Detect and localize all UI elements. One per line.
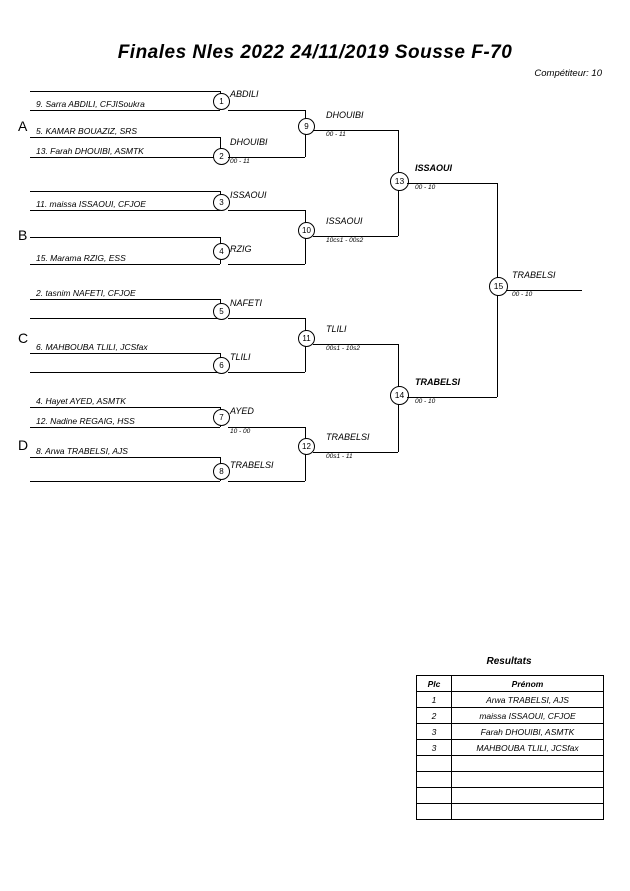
entry-label-4: 11. maissa ISSAOUI, CFJOE <box>36 199 146 209</box>
score-label-9: 00 - 11 <box>326 131 346 138</box>
line-winner-4 <box>228 264 305 265</box>
match-circle-5[interactable]: 5 <box>213 303 230 320</box>
result-plc-8 <box>417 804 452 820</box>
line-entry-4-top <box>30 237 220 238</box>
line-entry-3-bottom <box>30 210 220 211</box>
result-plc-6 <box>417 772 452 788</box>
score-label-11: 00s1 - 10s2 <box>326 345 360 352</box>
entry-label-10: 8. Arwa TRABELSI, AJS <box>36 446 128 456</box>
table-row <box>417 804 604 820</box>
winner-label-13: ISSAOUI <box>415 163 453 173</box>
result-plc-2: 2 <box>417 708 452 724</box>
result-name-8 <box>452 804 604 820</box>
entry-label-1: 9. Sarra ABDILI, CFJISoukra <box>36 99 145 109</box>
result-plc-1: 1 <box>417 692 452 708</box>
match-circle-3[interactable]: 3 <box>213 194 230 211</box>
result-plc-5 <box>417 756 452 772</box>
entry-label-3: 13. Farah DHOUIBI, ASMTK <box>36 146 144 156</box>
score-label-10: 10cs1 - 00s2 <box>326 237 364 244</box>
line-winner-3 <box>228 210 305 211</box>
winner-label-8: TRABELSI <box>230 460 274 470</box>
match-circle-14[interactable]: 14 <box>390 386 409 405</box>
entry-label-9: 12. Nadine REGAIG, HSS <box>36 416 135 426</box>
winner-label-3: ISSAOUI <box>230 190 267 200</box>
entry-label-7: 6. MAHBOUBA TLILI, JCSfax <box>36 342 148 352</box>
match-circle-2[interactable]: 2 <box>213 148 230 165</box>
winner-label-2: DHOUIBI <box>230 137 268 147</box>
winner-label-12: TRABELSI <box>326 432 370 442</box>
result-plc-7 <box>417 788 452 804</box>
line-entry-4-bottom <box>30 264 220 265</box>
entry-label-8: 4. Hayet AYED, ASMTK <box>36 396 126 406</box>
winner-label-15: TRABELSI <box>512 270 556 280</box>
table-row <box>417 740 604 756</box>
line-winner-6 <box>228 372 305 373</box>
match-circle-10[interactable]: 10 <box>298 222 315 239</box>
result-name-4: MAHBOUBA TLILI, JCSfax <box>452 740 604 756</box>
match-circle-4[interactable]: 4 <box>213 243 230 260</box>
page-title: Finales Nles 2022 24/11/2019 Sousse F-70 <box>117 42 513 63</box>
line-entry-8-top <box>30 457 220 458</box>
line-entry-3-top <box>30 191 220 192</box>
group-letter-b: B <box>18 227 28 243</box>
group-letter-a: A <box>18 118 28 134</box>
table-row <box>417 772 604 788</box>
score-label-2: 00 - 11 <box>230 158 250 165</box>
winner-label-7: AYED <box>230 406 254 416</box>
line-winner-8 <box>228 481 305 482</box>
winner-label-5: NAFETI <box>230 298 263 308</box>
line-entry-8-bottom <box>30 481 220 482</box>
score-label-7: 10 - 00 <box>230 428 251 435</box>
line-entry-1-bottom <box>30 110 220 111</box>
score-label-13: 00 - 10 <box>415 184 436 191</box>
line-entry-5-top <box>30 299 220 300</box>
match-circle-9[interactable]: 9 <box>298 118 315 135</box>
match-circle-15[interactable]: 15 <box>489 277 508 296</box>
line-entry-5-bottom <box>30 318 220 319</box>
result-name-6 <box>452 772 604 788</box>
line-entry-2-top <box>30 137 220 138</box>
line-entry-6-top <box>30 353 220 354</box>
entry-label-6: 2. tasnim NAFETI, CFJOE <box>36 288 136 298</box>
line-entry-7-bottom <box>30 427 220 428</box>
entry-label-2: 5. KAMAR BOUAZIZ, SRS <box>36 126 138 136</box>
winner-label-4: RZIG <box>230 244 252 254</box>
table-row <box>417 708 604 724</box>
line-entry-6-bottom <box>30 372 220 373</box>
line-winner-5 <box>228 318 305 319</box>
results-col-prenom: Prénom <box>452 676 604 692</box>
group-letter-c: C <box>18 330 29 346</box>
winner-label-9: DHOUIBI <box>326 110 364 120</box>
winner-label-10: ISSAOUI <box>326 216 363 226</box>
line-entry-2-bottom <box>30 157 220 158</box>
score-label-14: 00 - 10 <box>415 398 436 405</box>
line-winner-1 <box>228 110 305 111</box>
match-circle-12[interactable]: 12 <box>298 438 315 455</box>
competitor-count: Compétiteur: 10 <box>534 68 602 79</box>
results-col-plc: Plc <box>417 676 452 692</box>
table-row <box>417 692 604 708</box>
winner-label-6: TLILI <box>230 352 251 362</box>
result-plc-3: 3 <box>417 724 452 740</box>
results-table <box>416 675 604 820</box>
group-letter-d: D <box>18 437 29 453</box>
results-title: Resultats <box>486 656 532 667</box>
match-circle-6[interactable]: 6 <box>213 357 230 374</box>
result-name-7 <box>452 788 604 804</box>
winner-label-11: TLILI <box>326 324 347 334</box>
match-circle-1[interactable]: 1 <box>213 93 230 110</box>
table-row <box>417 724 604 740</box>
results-header-row <box>417 676 604 692</box>
line-entry-1-top <box>30 91 220 92</box>
score-label-12: 00s1 - 11 <box>326 453 353 460</box>
score-label-15: 00 - 10 <box>512 291 533 298</box>
table-row <box>417 756 604 772</box>
table-row <box>417 788 604 804</box>
line-entry-7-top <box>30 407 220 408</box>
match-circle-11[interactable]: 11 <box>298 330 315 347</box>
match-circle-7[interactable]: 7 <box>213 409 230 426</box>
result-name-3: Farah DHOUIBI, ASMTK <box>452 724 604 740</box>
match-circle-8[interactable]: 8 <box>213 463 230 480</box>
winner-label-1: ABDILI <box>230 89 259 99</box>
result-plc-4: 3 <box>417 740 452 756</box>
result-name-5 <box>452 756 604 772</box>
result-name-1: Arwa TRABELSI, AJS <box>452 692 604 708</box>
result-name-2: maissa ISSAOUI, CFJOE <box>452 708 604 724</box>
entry-label-5: 15. Marama RZIG, ESS <box>36 253 126 263</box>
winner-label-14: TRABELSI <box>415 377 460 387</box>
match-circle-13[interactable]: 13 <box>390 172 409 191</box>
